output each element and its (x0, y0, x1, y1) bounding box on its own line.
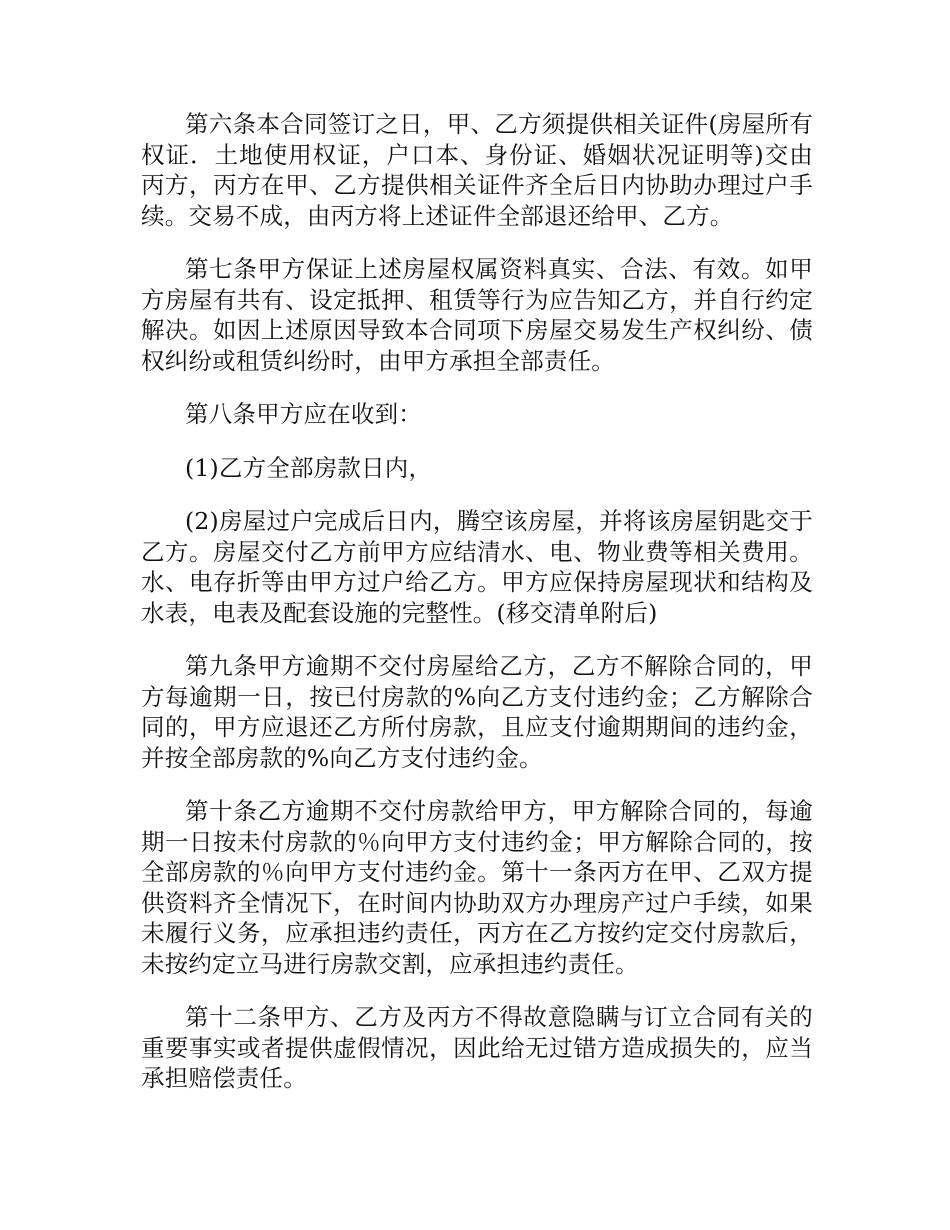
paragraph-article-6: 第六条本合同签订之日，甲、乙方须提供相关证件(房屋所有权证．土地使用权证，户口本、身份证、婚姻状况证明等)交由丙方，丙方在甲、乙方提供相关证件齐全后日内协助办理过户手续。交易不成，由丙方将上述证件全部退还给甲、乙方。 (141, 110, 813, 230)
paragraph-article-9: 第九条甲方逾期不交付房屋给乙方，乙方不解除合同的，甲方每逾期一日，按已付房款的%向乙方支付违约金；乙方解除合同的，甲方应退还乙方所付房款，且应支付逾期期间的违约金，并按全部房款的%向乙方支付违约金。 (141, 652, 813, 772)
paragraph-article-10-11: 第十条乙方逾期不交付房款给甲方，甲方解除合同的，每逾期一日按未付房款的％向甲方支付违约金；甲方解除合同的，按全部房款的％向甲方支付违约金。第十一条丙方在甲、乙双方提供资料齐全情况下，在时间内协助双方办理房产过户手续，如果未履行义务，应承担违约责任，丙方在乙方按约定交付房款后，未按约定立马进行房款交割，应承担违约责任。 (141, 797, 813, 978)
paragraph-article-7: 第七条甲方保证上述房屋权属资料真实、合法、有效。如甲方房屋有共有、设定抵押、租赁等行为应告知乙方，并自行约定解决。如因上述原因导致本合同项下房屋交易发生产权纠纷、债权纠纷或租赁纠纷时，由甲方承担全部责任。 (141, 255, 813, 375)
paragraph-article-12: 第十二条甲方、乙方及丙方不得故意隐瞒与订立合同有关的重要事实或者提供虚假情况，因此给无过错方造成损失的，应当承担赔偿责任。 (141, 1003, 813, 1092)
paragraph-item-2: (2)房屋过户完成后日内，腾空该房屋，并将该房屋钥匙交于乙方。房屋交付乙方前甲方应结清水、电、物业费等相关费用。水、电存折等由甲方过户给乙方。甲方应保持房屋现状和结构及水表，电表及配套设施的完整性。(移交清单附后) (141, 507, 813, 627)
paragraph-article-8: 第八条甲方应在收到： (185, 400, 422, 428)
paragraph-item-1: (1)乙方全部房款日内， (185, 453, 433, 482)
document-page (141, 109, 813, 1117)
